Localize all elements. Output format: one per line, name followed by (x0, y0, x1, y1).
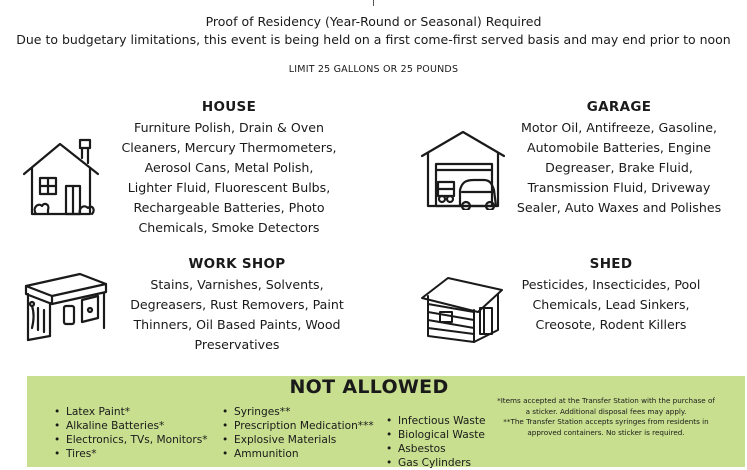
shed-title: SHED (589, 256, 633, 272)
list-item: • Infectious Waste (384, 414, 486, 428)
not-allowed-panel (27, 376, 745, 467)
shed-items (518, 275, 704, 335)
house-line: Aerosol Cans, Metal Polish, (144, 160, 314, 175)
house-line: Furniture Polish, Drain & Oven (134, 120, 324, 135)
house-line: Chemicals, Smoke Detectors (138, 220, 320, 235)
garage-line: Transmission Fluid, Driveway (527, 180, 711, 195)
house-line: Lighter Fluid, Fluorescent Bulbs, (127, 180, 331, 195)
proof-of-residency-notice: Proof of Residency (Year-Round or Seasonal) Required (205, 14, 542, 29)
list-item: • Ammunition (220, 447, 374, 461)
workshop-title: WORK SHOP (188, 256, 286, 272)
workbench-icon (20, 266, 110, 346)
top-divider-mark (373, 0, 374, 6)
footnote: **The Transfer Station accepts syringes from residents in approved containers. No sticker is required. (503, 417, 709, 437)
footnote: *Items accepted at the Transfer Station with the purchase of a sticker. Additional disposal fees may apply. (497, 396, 715, 416)
workshop-line: Stains, Varnishes, Solvents, (150, 277, 324, 292)
list-item: • Latex Paint* (52, 405, 208, 419)
list-item: • Alkaline Batteries* (52, 419, 208, 433)
shed-icon (418, 272, 508, 346)
shed-section (518, 256, 704, 335)
not-allowed-list-2 (220, 405, 374, 461)
list-item: • Gas Cylinders (384, 456, 486, 470)
garage-line: Automobile Batteries, Engine (526, 140, 712, 155)
house-items (118, 118, 340, 238)
garage-line: Degreaser, Brake Fluid, (545, 160, 693, 175)
house-icon (20, 136, 104, 220)
workshop-line: Preservatives (194, 337, 280, 352)
workshop-section (114, 256, 360, 355)
list-item: • Syringes** (220, 405, 374, 419)
limit-notice: LIMIT 25 GALLONS OR 25 POUNDS (288, 64, 459, 75)
workshop-items (114, 275, 360, 355)
garage-icon (418, 126, 508, 210)
list-item: • Prescription Medication*** (220, 419, 374, 433)
list-item: • Explosive Materials (220, 433, 374, 447)
list-item: • Biological Waste (384, 428, 486, 442)
not-allowed-list-1 (52, 405, 208, 461)
garage-line: Sealer, Auto Waxes and Polishes (516, 200, 722, 215)
house-line: Rechargeable Batteries, Photo (133, 200, 325, 215)
shed-line: Pesticides, Insecticides, Pool (521, 277, 701, 292)
footnotes (497, 396, 715, 438)
not-allowed-title: NOT ALLOWED (289, 376, 449, 398)
garage-section (512, 99, 726, 218)
garage-items (512, 118, 726, 218)
not-allowed-list-3 (384, 414, 486, 470)
house-line: Cleaners, Mercury Thermometers, (121, 140, 337, 155)
list-item: • Electronics, TVs, Monitors* (52, 433, 208, 447)
garage-title: GARAGE (586, 99, 652, 115)
shed-line: Creosote, Rodent Killers (535, 317, 687, 332)
list-item: • Tires* (52, 447, 208, 461)
house-section (118, 99, 340, 238)
workshop-line: Thinners, Oil Based Paints, Wood (133, 317, 341, 332)
house-title: HOUSE (201, 99, 257, 115)
shed-line: Chemicals, Lead Sinkers, (532, 297, 690, 312)
workshop-line: Degreasers, Rust Removers, Paint (130, 297, 344, 312)
garage-line: Motor Oil, Antifreeze, Gasoline, (520, 120, 717, 135)
first-come-notice: Due to budgetary limitations, this event is being held on a first come-first served basis and may end prior to noon (16, 32, 731, 47)
list-item: • Asbestos (384, 442, 486, 456)
